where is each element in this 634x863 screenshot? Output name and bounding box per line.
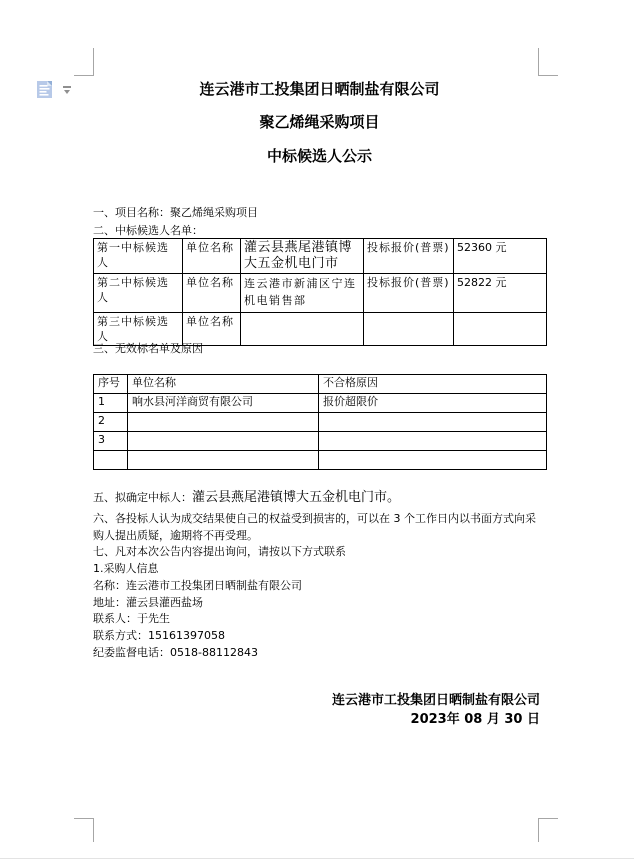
invalid-index: 1 xyxy=(94,394,128,413)
invalid-index: 2 xyxy=(94,413,128,432)
invalid-reason xyxy=(319,432,547,451)
invalid-company xyxy=(128,432,319,451)
section-1-project-name: 一、项目名称：聚乙烯绳采购项目 xyxy=(93,206,258,219)
table-row xyxy=(94,432,547,451)
table-row xyxy=(94,451,547,470)
section-6-objection-notice: 六、各投标人认为成交结果使自己的权益受到损害的，可以在 3 个工作日内以书面方式向采购人提出质疑，逾期将不再受理。 xyxy=(93,512,536,542)
section-7-contact-notice: 七、凡对本次公告内容提出询问，请按以下方式联系 xyxy=(93,545,346,558)
header-company: 单位名称 xyxy=(128,375,319,394)
candidate-company: 灌云县燕尾港镇博大五金机电门市 xyxy=(241,239,364,274)
table-row xyxy=(94,313,547,346)
invalid-index xyxy=(94,451,128,470)
purchaser-name: 名称：连云港市工投集团日晒制盐有限公司 xyxy=(93,579,302,592)
table-row xyxy=(94,413,547,432)
candidate-rank: 第一中标候选人 xyxy=(94,239,183,274)
invalid-reason: 报价超限价 xyxy=(319,394,547,413)
purchaser-address: 地址：灌云县灌西盐场 xyxy=(93,596,203,609)
candidate-price: 52822 元 xyxy=(454,274,547,313)
supervision-phone: 纪委监督电话：0518-88112843 xyxy=(93,646,258,659)
document-title-company: 连云港市工投集团日晒制盐有限公司 xyxy=(199,80,440,98)
paste-options-button[interactable] xyxy=(34,78,76,102)
margin-mark-top-left xyxy=(74,48,94,76)
chevron-down-icon[interactable] xyxy=(63,86,71,88)
invalid-reason xyxy=(319,413,547,432)
signature-company: 连云港市工投集团日晒制盐有限公司 xyxy=(331,693,540,708)
purchaser-phone: 联系方式：15161397058 xyxy=(93,629,225,642)
invalid-company xyxy=(128,413,319,432)
document-title-announcement: 中标候选人公示 xyxy=(266,147,372,165)
document-title-project: 聚乙烯绳采购项目 xyxy=(259,113,380,131)
candidate-price xyxy=(454,313,547,346)
chevron-down-icon[interactable] xyxy=(64,90,70,94)
page-bottom-edge xyxy=(0,858,634,859)
field-company-name: 单位名称 xyxy=(183,274,241,313)
invalid-company: 响水县河洋商贸有限公司 xyxy=(128,394,319,413)
margin-mark-top-right xyxy=(538,48,558,76)
header-index: 序号 xyxy=(94,375,128,394)
table-header-row xyxy=(94,375,547,394)
field-bid-price: 投标报价(普票) xyxy=(364,239,454,274)
purchaser-info-heading: 1.采购人信息 xyxy=(93,562,159,575)
candidates-table xyxy=(93,238,547,346)
signature-date: 2023年 08 月 30 日 xyxy=(410,712,540,727)
invalid-bids-table xyxy=(93,374,547,470)
table-row xyxy=(94,239,547,274)
candidate-rank: 第三中标候选人 xyxy=(94,313,183,346)
invalid-reason xyxy=(319,451,547,470)
field-company-name: 单位名称 xyxy=(183,313,241,346)
signature-block xyxy=(332,691,540,729)
field-bid-price xyxy=(364,313,454,346)
section-2-candidate-list-label: 二、中标候选人名单： xyxy=(93,224,203,237)
candidate-rank: 第二中标候选人 xyxy=(94,274,183,313)
section-5-winner-name: 灌云县燕尾港镇博大五金机电门市。 xyxy=(192,490,401,505)
purchaser-contact: 联系人：于先生 xyxy=(93,612,170,625)
margin-mark-bottom-left xyxy=(74,818,94,842)
candidate-company xyxy=(241,313,364,346)
field-bid-price: 投标报价(普票) xyxy=(364,274,454,313)
candidate-price: 52360 元 xyxy=(454,239,547,274)
invalid-index: 3 xyxy=(94,432,128,451)
section-5-prefix: 五、拟确定中标人： xyxy=(93,491,192,504)
field-company-name: 单位名称 xyxy=(183,239,241,274)
table-row xyxy=(94,394,547,413)
header-reason: 不合格原因 xyxy=(319,375,547,394)
table-row xyxy=(94,274,547,313)
invalid-company xyxy=(128,451,319,470)
section-3-invalid-bids-label: 三、无效标名单及原因 xyxy=(93,342,203,355)
section-5-winner xyxy=(93,491,400,505)
candidate-company: 连云港市新浦区宁连机电销售部 xyxy=(241,274,364,313)
margin-mark-bottom-right xyxy=(538,818,558,842)
